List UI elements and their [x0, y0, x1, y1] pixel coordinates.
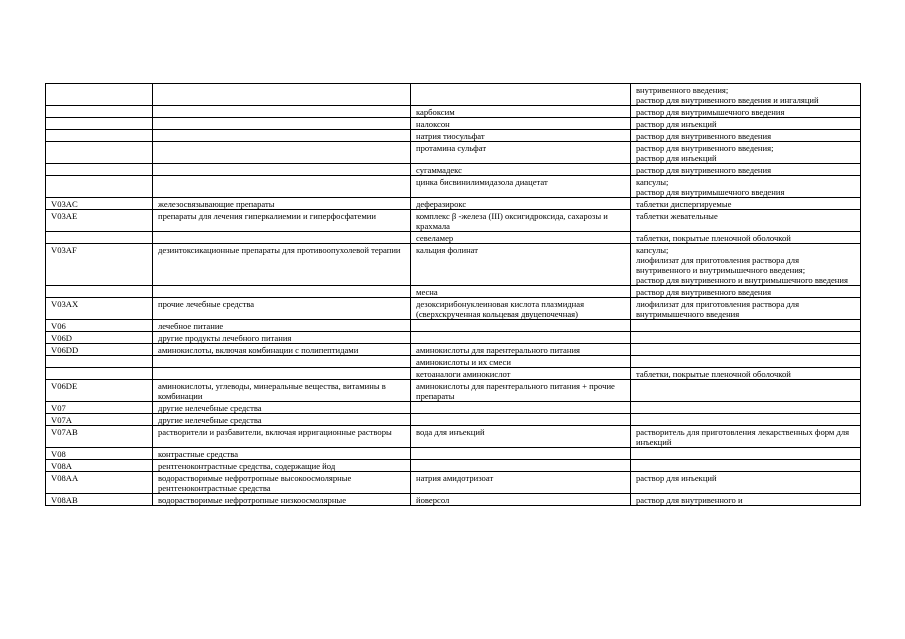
atc-code-cell [46, 368, 153, 380]
atc-code-cell: V03AX [46, 298, 153, 320]
dosage-form-cell: раствор для внутримышечного введения [631, 106, 861, 118]
dosage-form-cell [631, 356, 861, 368]
atc-code-cell [46, 164, 153, 176]
group-name-cell: аминокислоты, включая комбинации с полипептидами [153, 344, 411, 356]
table-row [46, 320, 861, 332]
drug-name-cell: вода для инъекций [411, 426, 631, 448]
drug-name-cell [411, 460, 631, 472]
table-row [46, 426, 861, 448]
atc-code-cell: V07AB [46, 426, 153, 448]
table-row [46, 460, 861, 472]
drug-name-cell: аминокислоты и их смеси [411, 356, 631, 368]
table-row [46, 130, 861, 142]
drug-name-cell: дезоксирибонуклеиновая кислота плазмидная (сверхскрученная кольцевая двуцепочечная) [411, 298, 631, 320]
dosage-form-cell: раствор для внутривенного введения [631, 286, 861, 298]
table-row [46, 106, 861, 118]
dosage-form-cell: раствор для внутривенного и [631, 494, 861, 506]
drug-name-cell: натрия амидотризоат [411, 472, 631, 494]
table-row [46, 118, 861, 130]
atc-code-cell: V08 [46, 448, 153, 460]
drug-table-body [46, 84, 861, 506]
table-row [46, 356, 861, 368]
drug-name-cell: деферазирокс [411, 198, 631, 210]
atc-code-cell [46, 232, 153, 244]
drug-name-cell: натрия тиосульфат [411, 130, 631, 142]
dosage-form-cell: таблетки, покрытые пленочной оболочкой [631, 232, 861, 244]
group-name-cell [153, 164, 411, 176]
table-row [46, 344, 861, 356]
atc-code-cell [46, 176, 153, 198]
table-row [46, 232, 861, 244]
dosage-form-cell [631, 380, 861, 402]
dosage-form-cell: раствор для инъекций [631, 472, 861, 494]
drug-table [45, 83, 861, 506]
dosage-form-cell: лиофилизат для приготовления раствора для внутримышечного введения [631, 298, 861, 320]
dosage-form-cell: растворитель для приготовления лекарственных форм для инъекций [631, 426, 861, 448]
atc-code-cell: V06DE [46, 380, 153, 402]
atc-code-cell: V03AC [46, 198, 153, 210]
table-row [46, 402, 861, 414]
group-name-cell [153, 106, 411, 118]
group-name-cell: другие продукты лечебного питания [153, 332, 411, 344]
group-name-cell [153, 232, 411, 244]
atc-code-cell: V03AF [46, 244, 153, 286]
group-name-cell: аминокислоты, углеводы, минеральные вещества, витамины в комбинации [153, 380, 411, 402]
table-row [46, 448, 861, 460]
drug-name-cell: йоверсол [411, 494, 631, 506]
dosage-form-cell: внутривенного введения; раствор для внутривенного введения и ингаляций [631, 84, 861, 106]
table-row [46, 380, 861, 402]
table-row [46, 298, 861, 320]
dosage-form-cell: капсулы; лиофилизат для приготовления раствора для внутривенного и внутримышечного введения; раствор для внутривенного и внутримышечного введения [631, 244, 861, 286]
table-row [46, 198, 861, 210]
drug-name-cell [411, 332, 631, 344]
drug-name-cell: аминокислоты для парентерального питания [411, 344, 631, 356]
atc-code-cell: V07 [46, 402, 153, 414]
group-name-cell: контрастные средства [153, 448, 411, 460]
drug-name-cell [411, 402, 631, 414]
group-name-cell: растворители и разбавители, включая ирригационные растворы [153, 426, 411, 448]
drug-name-cell: кальция фолинат [411, 244, 631, 286]
group-name-cell: другие нелечебные средства [153, 402, 411, 414]
group-name-cell [153, 118, 411, 130]
drug-name-cell: месна [411, 286, 631, 298]
atc-code-cell: V03AE [46, 210, 153, 232]
dosage-form-cell: раствор для инъекций [631, 118, 861, 130]
group-name-cell: железосвязывающие препараты [153, 198, 411, 210]
dosage-form-cell [631, 344, 861, 356]
table-row [46, 332, 861, 344]
table-row [46, 286, 861, 298]
group-name-cell [153, 356, 411, 368]
atc-code-cell [46, 106, 153, 118]
table-row [46, 494, 861, 506]
table-row [46, 142, 861, 164]
atc-code-cell: V06DD [46, 344, 153, 356]
group-name-cell: рентгеноконтрастные средства, содержащие йод [153, 460, 411, 472]
drug-name-cell: протамина сульфат [411, 142, 631, 164]
group-name-cell: водорастворимые нефротропные низкоосмолярные [153, 494, 411, 506]
atc-code-cell: V08AA [46, 472, 153, 494]
atc-code-cell [46, 84, 153, 106]
group-name-cell [153, 286, 411, 298]
table-row [46, 368, 861, 380]
drug-name-cell: аминокислоты для парентерального питания + прочие препараты [411, 380, 631, 402]
atc-code-cell [46, 142, 153, 164]
dosage-form-cell [631, 414, 861, 426]
drug-name-cell: цинка бисвинилимидазола диацетат [411, 176, 631, 198]
group-name-cell [153, 176, 411, 198]
table-row [46, 164, 861, 176]
group-name-cell [153, 368, 411, 380]
group-name-cell: прочие лечебные средства [153, 298, 411, 320]
drug-name-cell: сугаммадекс [411, 164, 631, 176]
group-name-cell: препараты для лечения гиперкалиемии и гиперфосфатемии [153, 210, 411, 232]
atc-code-cell: V06 [46, 320, 153, 332]
dosage-form-cell: таблетки, покрытые пленочной оболочкой [631, 368, 861, 380]
dosage-form-cell: раствор для внутривенного введения; раствор для инъекций [631, 142, 861, 164]
drug-name-cell: севеламер [411, 232, 631, 244]
dosage-form-cell: раствор для внутривенного введения [631, 130, 861, 142]
table-row [46, 176, 861, 198]
dosage-form-cell: таблетки жевательные [631, 210, 861, 232]
drug-name-cell: налоксон [411, 118, 631, 130]
drug-name-cell: кетоаналоги аминокислот [411, 368, 631, 380]
table-row [46, 414, 861, 426]
group-name-cell: лечебное питание [153, 320, 411, 332]
atc-code-cell: V07A [46, 414, 153, 426]
drug-name-cell [411, 448, 631, 460]
group-name-cell [153, 130, 411, 142]
atc-code-cell: V08A [46, 460, 153, 472]
dosage-form-cell [631, 320, 861, 332]
table-row [46, 472, 861, 494]
group-name-cell: другие нелечебные средства [153, 414, 411, 426]
atc-code-cell: V08AB [46, 494, 153, 506]
table-row [46, 210, 861, 232]
dosage-form-cell: таблетки диспергируемые [631, 198, 861, 210]
group-name-cell [153, 142, 411, 164]
drug-name-cell [411, 320, 631, 332]
drug-name-cell [411, 84, 631, 106]
dosage-form-cell: раствор для внутривенного введения [631, 164, 861, 176]
table-row [46, 244, 861, 286]
group-name-cell [153, 84, 411, 106]
dosage-form-cell [631, 460, 861, 472]
drug-name-cell [411, 414, 631, 426]
group-name-cell: водорастворимые нефротропные высокоосмолярные рентгеноконтрастные средства [153, 472, 411, 494]
atc-code-cell: V06D [46, 332, 153, 344]
group-name-cell: дезинтоксикационные препараты для противоопухолевой терапии [153, 244, 411, 286]
dosage-form-cell [631, 448, 861, 460]
dosage-form-cell [631, 332, 861, 344]
atc-code-cell [46, 130, 153, 142]
dosage-form-cell: капсулы; раствор для внутримышечного введения [631, 176, 861, 198]
atc-code-cell [46, 118, 153, 130]
table-row [46, 84, 861, 106]
atc-code-cell [46, 286, 153, 298]
atc-code-cell [46, 356, 153, 368]
dosage-form-cell [631, 402, 861, 414]
drug-name-cell: карбоксим [411, 106, 631, 118]
drug-name-cell: комплекс β -железа (III) оксигидроксида, сахарозы и крахмала [411, 210, 631, 232]
